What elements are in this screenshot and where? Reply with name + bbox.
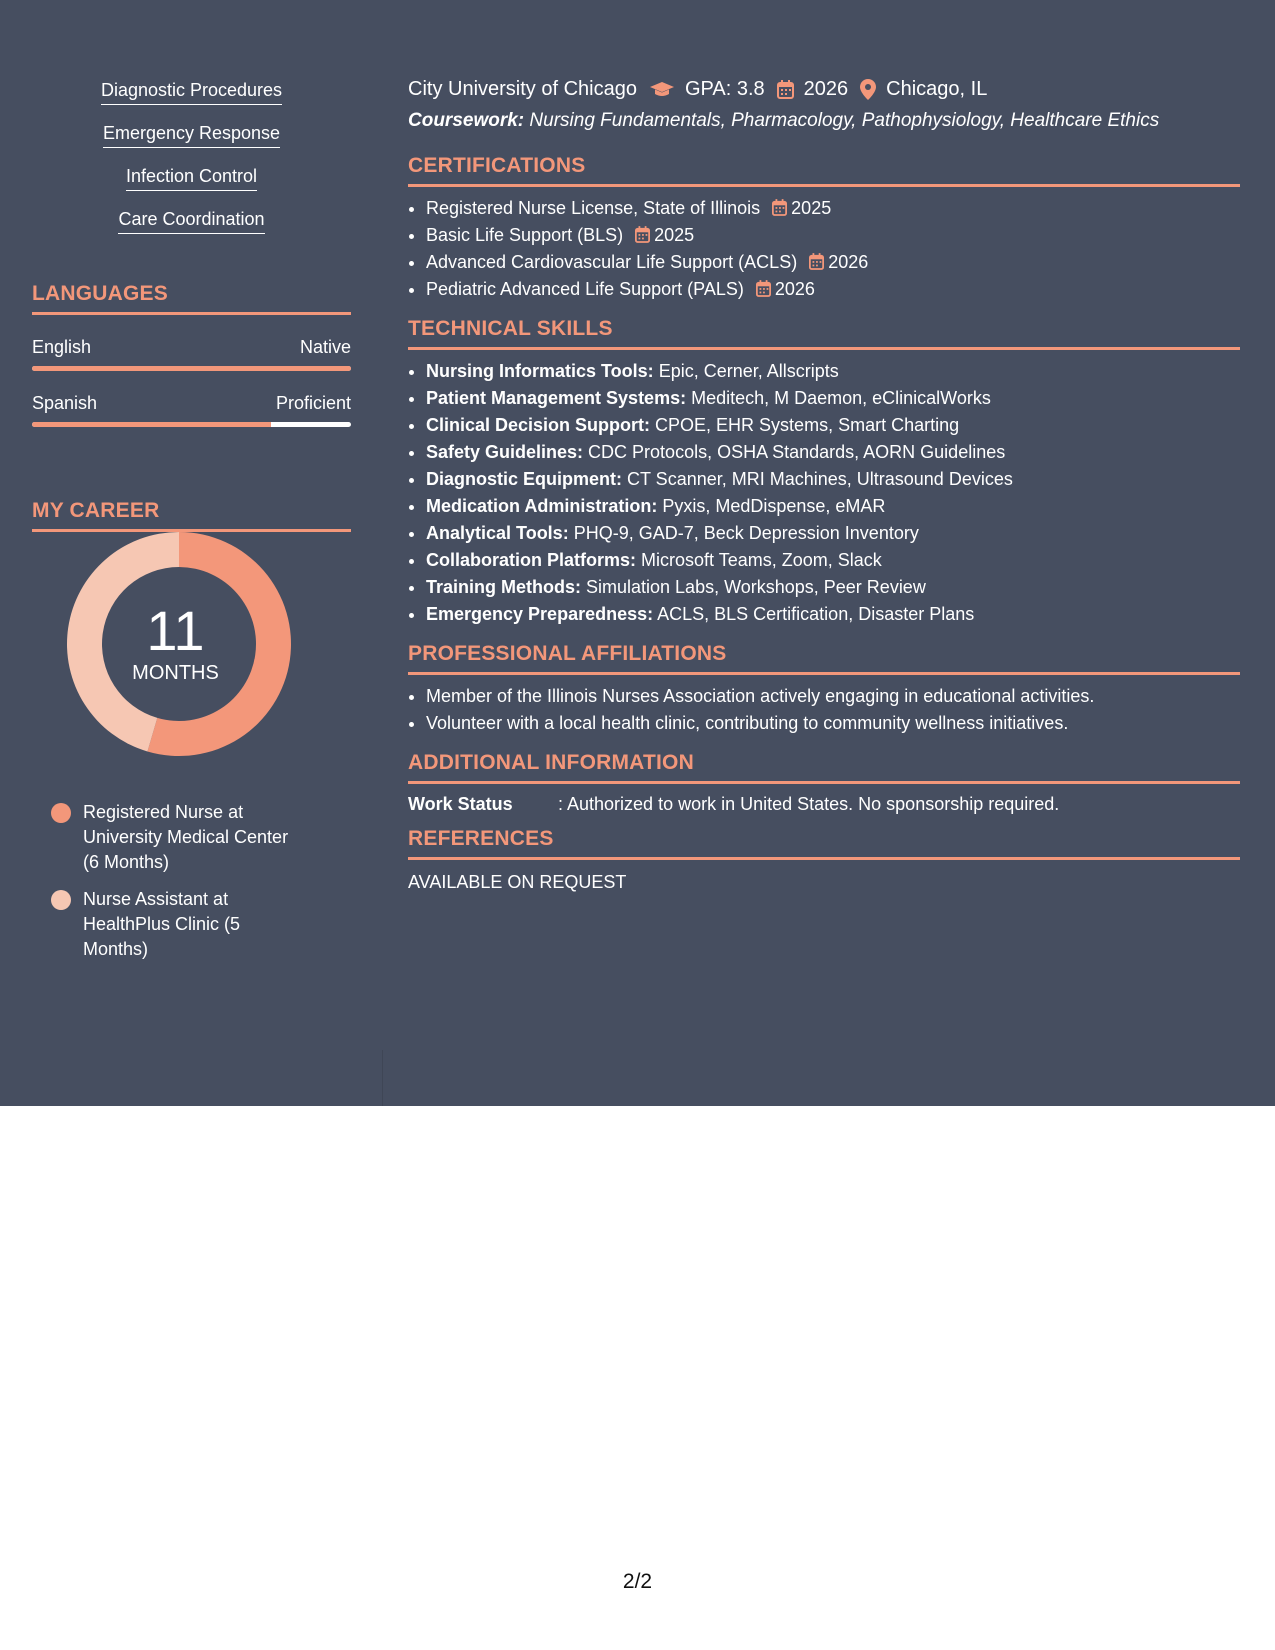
certification-name: Advanced Cardiovascular Life Support (ACLS) — [426, 252, 798, 272]
technical-skills-list — [408, 358, 1240, 628]
coursework-label: Coursework: — [408, 110, 525, 131]
language-english — [32, 337, 351, 371]
references-title: REFERENCES — [408, 827, 1240, 860]
right-column — [408, 78, 1240, 893]
skill-value: Meditech, M Daemon, eClinicalWorks — [686, 388, 991, 408]
career-donut-chart — [32, 532, 351, 782]
school-name: City University of Chicago — [408, 78, 637, 100]
donut-center — [68, 599, 283, 685]
certification-year: 2025 — [791, 198, 832, 218]
graduation-cap-icon — [649, 81, 675, 99]
technical-skill-item — [426, 547, 1240, 574]
skill-value: CT Scanner, MRI Machines, Ultrasound Devices — [622, 469, 1013, 489]
skill-tag: Care Coordination — [118, 209, 264, 234]
legend-dot — [51, 890, 71, 910]
skill-label: Medication Administration: — [426, 496, 658, 516]
skill-value: CPOE, EHR Systems, Smart Charting — [650, 415, 960, 435]
certification-year: 2025 — [654, 225, 695, 245]
certification-item — [426, 249, 1240, 276]
certification-name: Basic Life Support (BLS) — [426, 225, 624, 245]
language-bar — [32, 366, 351, 371]
language-name: English — [32, 337, 92, 357]
language-bar-fill — [32, 366, 351, 371]
language-bar — [32, 422, 351, 427]
graduation-year: 2026 — [803, 78, 849, 100]
page-number: 2/2 — [622, 1570, 653, 1593]
certification-item — [426, 276, 1240, 303]
career-total-unit: MONTHS — [132, 662, 219, 684]
skills-list — [32, 80, 351, 234]
skill-value: PHQ-9, GAD-7, Beck Depression Inventory — [568, 523, 919, 543]
language-spanish — [32, 393, 351, 427]
coursework — [408, 110, 1240, 132]
technical-skill-item — [426, 520, 1240, 547]
technical-skill-item — [426, 385, 1240, 412]
languages-title: LANGUAGES — [32, 282, 351, 315]
career-total-value: 11 — [146, 599, 205, 662]
technical-skill-item — [426, 574, 1240, 601]
language-level: Native — [299, 337, 351, 357]
work-status-key: Work Status — [408, 794, 513, 814]
affiliation-item: • Volunteer with a local health clinic, contributing to community wellness initiatives. — [426, 710, 1240, 737]
legend-item — [51, 887, 301, 962]
location-pin-icon — [860, 79, 876, 100]
additional-info-title: ADDITIONAL INFORMATION — [408, 751, 1240, 784]
calendar-icon — [777, 80, 794, 99]
legend-item — [51, 800, 301, 875]
skill-label: Training Methods: — [426, 577, 581, 597]
skill-label: Safety Guidelines: — [426, 442, 584, 462]
references-text: AVAILABLE ON REQUEST — [408, 872, 627, 892]
work-status-value: : Authorized to work in United States. No sponsorship required. — [558, 794, 1060, 814]
technical-skill-item — [426, 412, 1240, 439]
career-legend — [32, 800, 351, 962]
skill-value: Pyxis, MedDispense, eMAR — [657, 496, 886, 516]
career-title: MY CAREER — [32, 499, 351, 532]
skill-tag: Emergency Response — [103, 123, 280, 148]
skill-label: Nursing Informatics Tools: — [426, 361, 654, 381]
language-level: Proficient — [275, 393, 351, 413]
calendar-icon — [756, 280, 771, 297]
skill-tag: Infection Control — [126, 166, 257, 191]
skill-value: Microsoft Teams, Zoom, Slack — [636, 550, 882, 570]
skill-value: Epic, Cerner, Allscripts — [653, 361, 839, 381]
skill-value: CDC Protocols, OSHA Standards, AORN Guidelines — [583, 442, 1006, 462]
certification-name: Registered Nurse License, State of Illinois — [426, 198, 761, 218]
technical-skill-item — [426, 601, 1240, 628]
language-bar-fill — [32, 422, 271, 427]
certification-item — [426, 195, 1240, 222]
certification-name: Pediatric Advanced Life Support (PALS) — [426, 279, 744, 299]
work-status-row — [408, 794, 1240, 815]
calendar-icon — [809, 253, 824, 270]
skill-tag: Diagnostic Procedures — [101, 80, 282, 105]
skill-value: Simulation Labs, Workshops, Peer Review — [581, 577, 926, 597]
skill-label: Collaboration Platforms: — [426, 550, 637, 570]
certifications-list — [408, 195, 1240, 303]
skill-value: ACLS, BLS Certification, Disaster Plans — [653, 604, 975, 624]
legend-dot — [51, 803, 71, 823]
affiliations-list — [408, 683, 1240, 737]
technical-skills-title: TECHNICAL SKILLS — [408, 317, 1240, 350]
education-entry — [408, 78, 1240, 132]
skill-label: Diagnostic Equipment: — [426, 469, 623, 489]
legend-label: Nurse Assistant at HealthPlus Clinic (5 Months) — [83, 889, 241, 959]
skill-label: Analytical Tools: — [426, 523, 569, 543]
certification-year: 2026 — [828, 252, 869, 272]
skill-label: Patient Management Systems: — [426, 388, 687, 408]
certification-item — [426, 222, 1240, 249]
language-name: Spanish — [32, 393, 98, 413]
legend-label: Registered Nurse at University Medical Center (6 Months) — [83, 802, 289, 872]
technical-skill-item — [426, 466, 1240, 493]
affiliations-title: PROFESSIONAL AFFILIATIONS — [408, 642, 1240, 675]
certifications-title: CERTIFICATIONS — [408, 154, 1240, 187]
school-location: Chicago, IL — [886, 78, 988, 100]
gpa: GPA: 3.8 — [684, 78, 765, 100]
technical-skill-item — [426, 493, 1240, 520]
affiliation-item: • Member of the Illinois Nurses Association actively engaging in educational activities. — [426, 683, 1240, 710]
column-divider — [382, 1050, 383, 1106]
technical-skill-item — [426, 358, 1240, 385]
coursework-list: Nursing Fundamentals, Pharmacology, Pathophysiology, Healthcare Ethics — [529, 110, 1160, 131]
calendar-icon — [772, 199, 787, 216]
left-column — [32, 80, 351, 974]
skill-label: Emergency Preparedness: — [426, 604, 654, 624]
calendar-icon — [635, 226, 650, 243]
skill-label: Clinical Decision Support: — [426, 415, 651, 435]
certification-year: 2026 — [774, 279, 815, 299]
technical-skill-item — [426, 439, 1240, 466]
